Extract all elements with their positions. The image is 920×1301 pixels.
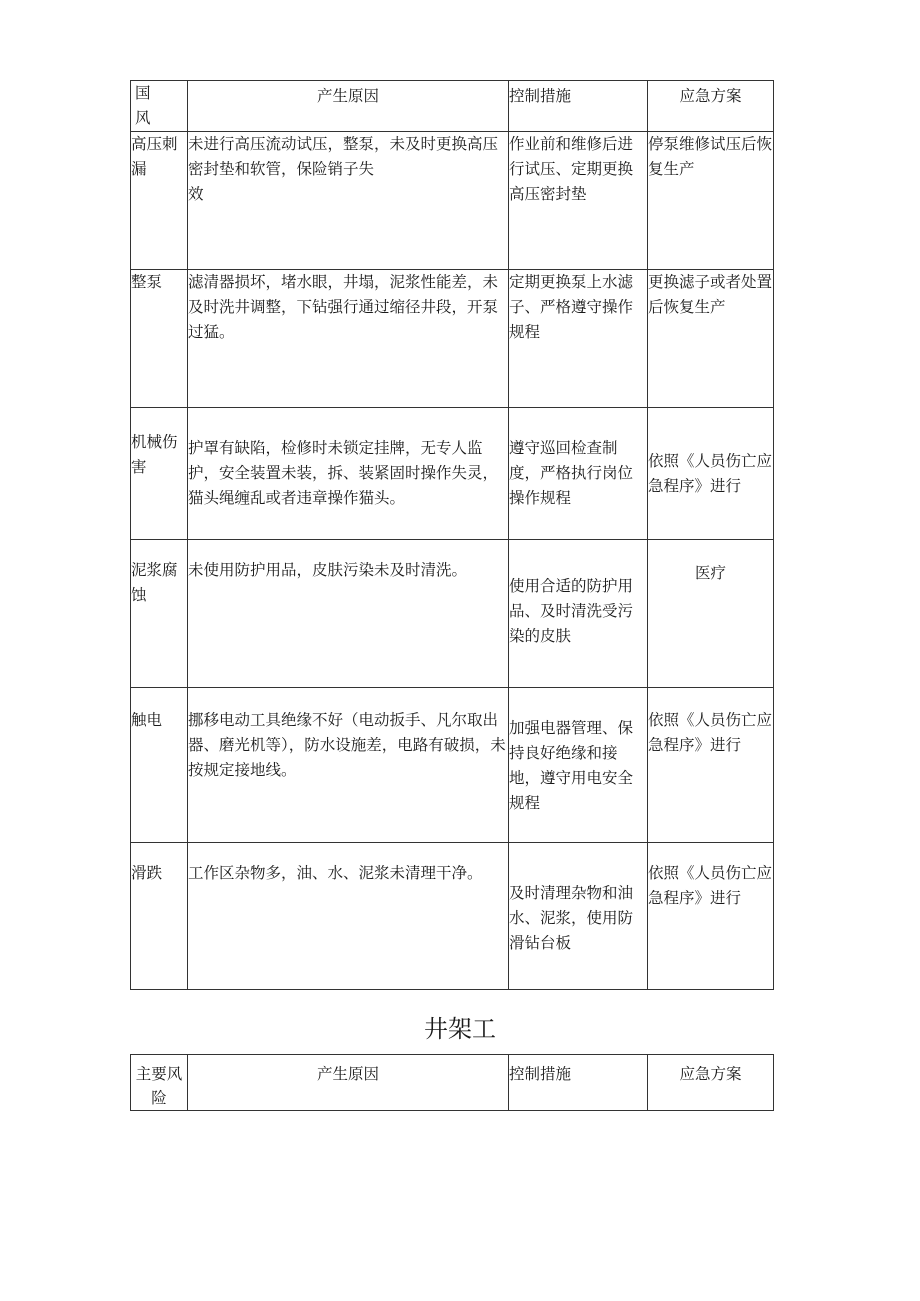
emergency-cell: 依照《人员伤亡应急程序》进行 <box>648 843 774 990</box>
cause-cell: 护罩有缺陷，检修时未锁定挂牌，无专人监护，安全装置未装，拆、装紧固时操作失灵，猫头绳缠乱或者违章操作猫头。 <box>188 408 509 540</box>
control-cell: 作业前和维修后进行试压、定期更换高压密封垫 <box>509 132 648 270</box>
emergency-cell: 更换滤子或者处置后恢复生产 <box>648 270 774 408</box>
header-cause: 产生原因 <box>188 81 509 132</box>
cause-cell: 未使用防护用品，皮肤污染未及时清洗。 <box>188 540 509 688</box>
risk-cell: 触电 <box>131 688 188 843</box>
table-row <box>131 688 774 843</box>
control-cell: 遵守巡回检查制度，严格执行岗位操作规程 <box>509 408 648 540</box>
emergency-cell: 依照《人员伤亡应急程序》进行 <box>648 408 774 540</box>
table-header-row <box>131 1055 774 1111</box>
emergency-cell: 停泵维修试压后恢复生产 <box>648 132 774 270</box>
cause-cell: 挪移电动工具绝缘不好（电动扳手、凡尔取出器、磨光机等），防水设施差，电路有破损，未按规定接地线。 <box>188 688 509 843</box>
control-cell: 使用合适的防护用品、及时清洗受污染的皮肤 <box>509 540 648 688</box>
cause-cell: 滤清器损坏，堵水眼，井塌，泥浆性能差，未及时洗井调整，下钻强行通过缩径井段，开泵过猛。 <box>188 270 509 408</box>
risk-cell: 高压刺漏 <box>131 132 188 270</box>
header-risk: 主要风险 <box>131 1055 188 1111</box>
table-row <box>131 843 774 990</box>
header-emergency: 应急方案 <box>648 81 774 132</box>
table-header-row <box>131 81 774 132</box>
emergency-cell: 医疗 <box>648 540 774 688</box>
cause-cell: 未进行高压流动试压，整泵，未及时更换高压密封垫和软管，保险销子失 效 <box>188 132 509 270</box>
header-cause: 产生原因 <box>188 1055 509 1111</box>
cause-cell: 工作区杂物多，油、水、泥浆未清理干净。 <box>188 843 509 990</box>
header-control: 控制措施 <box>509 1055 648 1111</box>
table-row <box>131 408 774 540</box>
header-control: 控制措施 <box>509 81 648 132</box>
header-risk: 国 风 <box>131 81 188 132</box>
risk-cell: 滑跌 <box>131 843 188 990</box>
table-row <box>131 540 774 688</box>
control-cell: 加强电器管理、保持良好绝缘和接地，遵守用电安全规程 <box>509 688 648 843</box>
table-row <box>131 270 774 408</box>
header-emergency: 应急方案 <box>648 1055 774 1111</box>
table-row <box>131 132 774 270</box>
control-cell: 定期更换泵上水滤子、严格遵守操作规程 <box>509 270 648 408</box>
risk-table-1 <box>130 80 774 990</box>
risk-table-2 <box>130 1054 774 1111</box>
section-title: 井架工 <box>424 1015 496 1043</box>
control-cell: 及时清理杂物和油水、泥浆，使用防滑钻台板 <box>509 843 648 990</box>
emergency-cell: 依照《人员伤亡应急程序》进行 <box>648 688 774 843</box>
risk-cell: 泥浆腐蚀 <box>131 540 188 688</box>
risk-cell: 机械伤害 <box>131 408 188 540</box>
risk-cell: 整泵 <box>131 270 188 408</box>
